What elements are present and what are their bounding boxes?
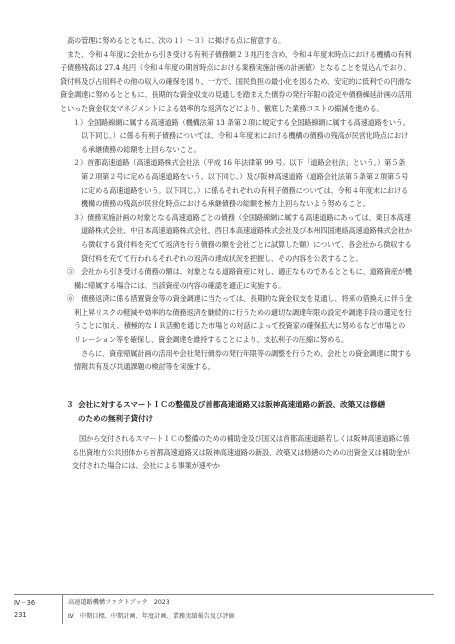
footer-rule <box>14 594 434 595</box>
footer-divider <box>62 594 63 624</box>
footer-page-roman: Ⅳ－36 <box>14 599 36 607</box>
section-title-line2: のための無利子貸付け <box>78 413 153 423</box>
list-item-2: ２）首都高速道路（高速道路株式会社法（平成 16 年法律第 99 号。以下「道路会社法」という。）第５条第２項第２号に定める高速道路をいう。以下同じ。）及び阪神高速道路（道路会社法第５条第２項第５号に定める高速道路をいう。以下同じ。）に係るそれぞれの有利子債務については、令和４年度末における機構の債務の残高が民営化時点における承継債務の総額を極力上回らないよう努めること。 <box>73 158 409 209</box>
section-title-line1: 会社に対するスマートＩＣの整備及び首都高速道路又は阪神高速道路の新設、改築又は修繕 <box>78 400 386 409</box>
page-footer <box>14 594 434 624</box>
section-number: ３ <box>66 400 74 409</box>
body-text <box>60 34 412 374</box>
paragraph-intro: 高の管理に努めるとともに、次の１）～３）に掲げる点に留意する。 <box>67 36 286 45</box>
section-heading <box>66 398 412 425</box>
footer-page-number: 231 <box>14 611 27 619</box>
section-body <box>72 432 412 473</box>
list-item-circle-6: ⑥ 債務返済に係る措置資金等の資金調達に当たっては、長期的な資金収支を見通し、将来の借換えに伴う金利上昇リスクの軽減や効率的な債務返済を継続的に行うための適切な調達年限の設定や調達手段の選定を行うことに加え、積極的なＩＲ活動を通じた市場との対話によって投資家の確保拡大に努めるなど市場とのリレーション等を確保し、資金調達を維持することにより、支払利子の圧縮に努める。 <box>67 294 412 345</box>
footer-chapter: Ⅳ 中期目標、中期計画、年度計画、業務実績報告及び評価 <box>68 613 235 620</box>
list-item-3: ３）債務実施計画の対象となる高速道路ごとの債務（全国路線網に属する高速道路にあっては、東日本高速道路株式会社、中日本高速道路株式会社、西日本高速道路株式会社及び本州四国連絡高速道路株式会社から徴収する貸付料を充てて返済を行う債務の額を会社ごとに試算した額）について、各会社から徴収する貸付料を充てて行われるそれぞれの返済の達成状況を把握し、その内容を公表すること。 <box>73 212 412 263</box>
paragraph-circle-6-cont: さらに、資産帰属計画の活用や会社発行債券の発行年限等の調整を行うため、会社との資金調達に関する情報共有及び共通課題の検討等を実施する。 <box>74 348 412 372</box>
list-item-circle-5: ⑤ 会社から引き受ける債務の額は、対象となる道路資産に対し、適正なものであるとともに、道路資産が機構に帰属する場合には、当該資産の内容の確認を適正に実施する。 <box>67 267 412 290</box>
list-item-1: １）全国路線網に属する高速道路（機構法第 13 条第２項に規定する全国路線網に属する高速道路をいう。以下同じ。）に係る有利子債務については、令和４年度末における機構の債務の残高が民営化時点における承継債務の総額を上回らないこと。 <box>73 117 410 154</box>
footer-book-title: 高速道路機構ファクトブック 2023 <box>68 599 170 606</box>
section-paragraph: 国から交付されるスマートＩＣの整備のための補助金及び国又は首都高速道路若しくは阪神高速道路に係る出資地方公共団体から首都高速道路又は阪神高速道路の新設、改築又は修繕のための出資金又は補助金が交付された場合には、会社による事業が速やか <box>72 434 410 471</box>
paragraph-debt-outlook: また、令和４年度に会社から引き受ける有利子債務額２３兆円を含め、令和４年度末時点における機構の有利子債務残高は 27.4 兆円（令和４年度の期首時点における業務実施計画の計画値）となることを見込んでおり、貸付料及び占用料その他の収入の確保を図り、一方で、国民負担の最小化を図るため、安定的に低利での円滑な資金調達に努めるとともに、長期的な資金収支の見通しを踏まえた債券の発行年限の設定や債務繰延計画の活用といった資金収支マネジメントによる効率的な返済などにより、徹底した業務コストの縮減を進める。 <box>60 49 412 113</box>
